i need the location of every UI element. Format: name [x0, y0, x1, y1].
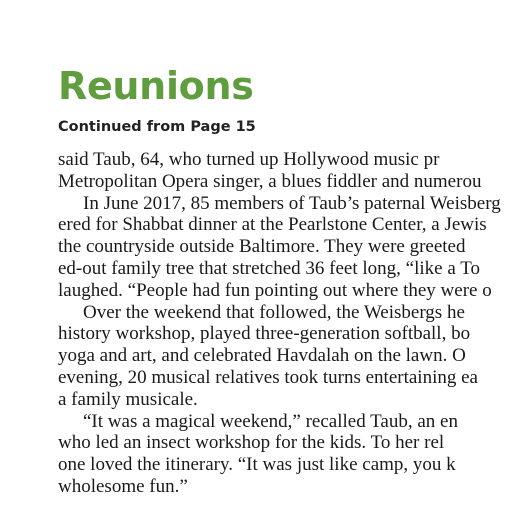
body-line: history workshop, played three-generation softball, bo [58, 323, 471, 345]
body-line: evening, 20 musical relatives took turns entertaining ea [58, 366, 478, 388]
body-line: Metropolitan Opera singer, a blues fiddler and numerou [58, 170, 482, 192]
article-title: Reunions [58, 64, 254, 108]
body-line: a family musicale. [58, 388, 198, 410]
body-line: yoga and art, and celebrated Havdalah on the lawn. O [58, 345, 466, 367]
body-line: who led an insect workshop for the kids. To her rel [58, 432, 445, 454]
body-line: In June 2017, 85 members of Taub’s paternal Weisberg [83, 192, 501, 214]
body-line: “It was a magical weekend,” recalled Taub, an en [83, 410, 458, 432]
body-line: said Taub, 64, who turned up Hollywood music pr [58, 149, 440, 170]
body-line: ered for Shabbat dinner at the Pearlstone Center, a Jewis [58, 214, 487, 236]
body-line: wholesome fun.” [58, 475, 188, 497]
article-body [58, 149, 512, 498]
continued-note: Continued from Page 15 [58, 119, 256, 135]
body-line: ed-out family tree that stretched 36 feet long, “like a To [58, 257, 480, 279]
body-line: Over the weekend that followed, the Weisbergs he [83, 301, 465, 323]
body-line: laughed. “People had fun pointing out where they were o [58, 279, 492, 301]
body-line: the countryside outside Baltimore. They were greeted [58, 236, 466, 258]
body-line: one loved the itinerary. “It was just like camp, you k [58, 454, 456, 476]
